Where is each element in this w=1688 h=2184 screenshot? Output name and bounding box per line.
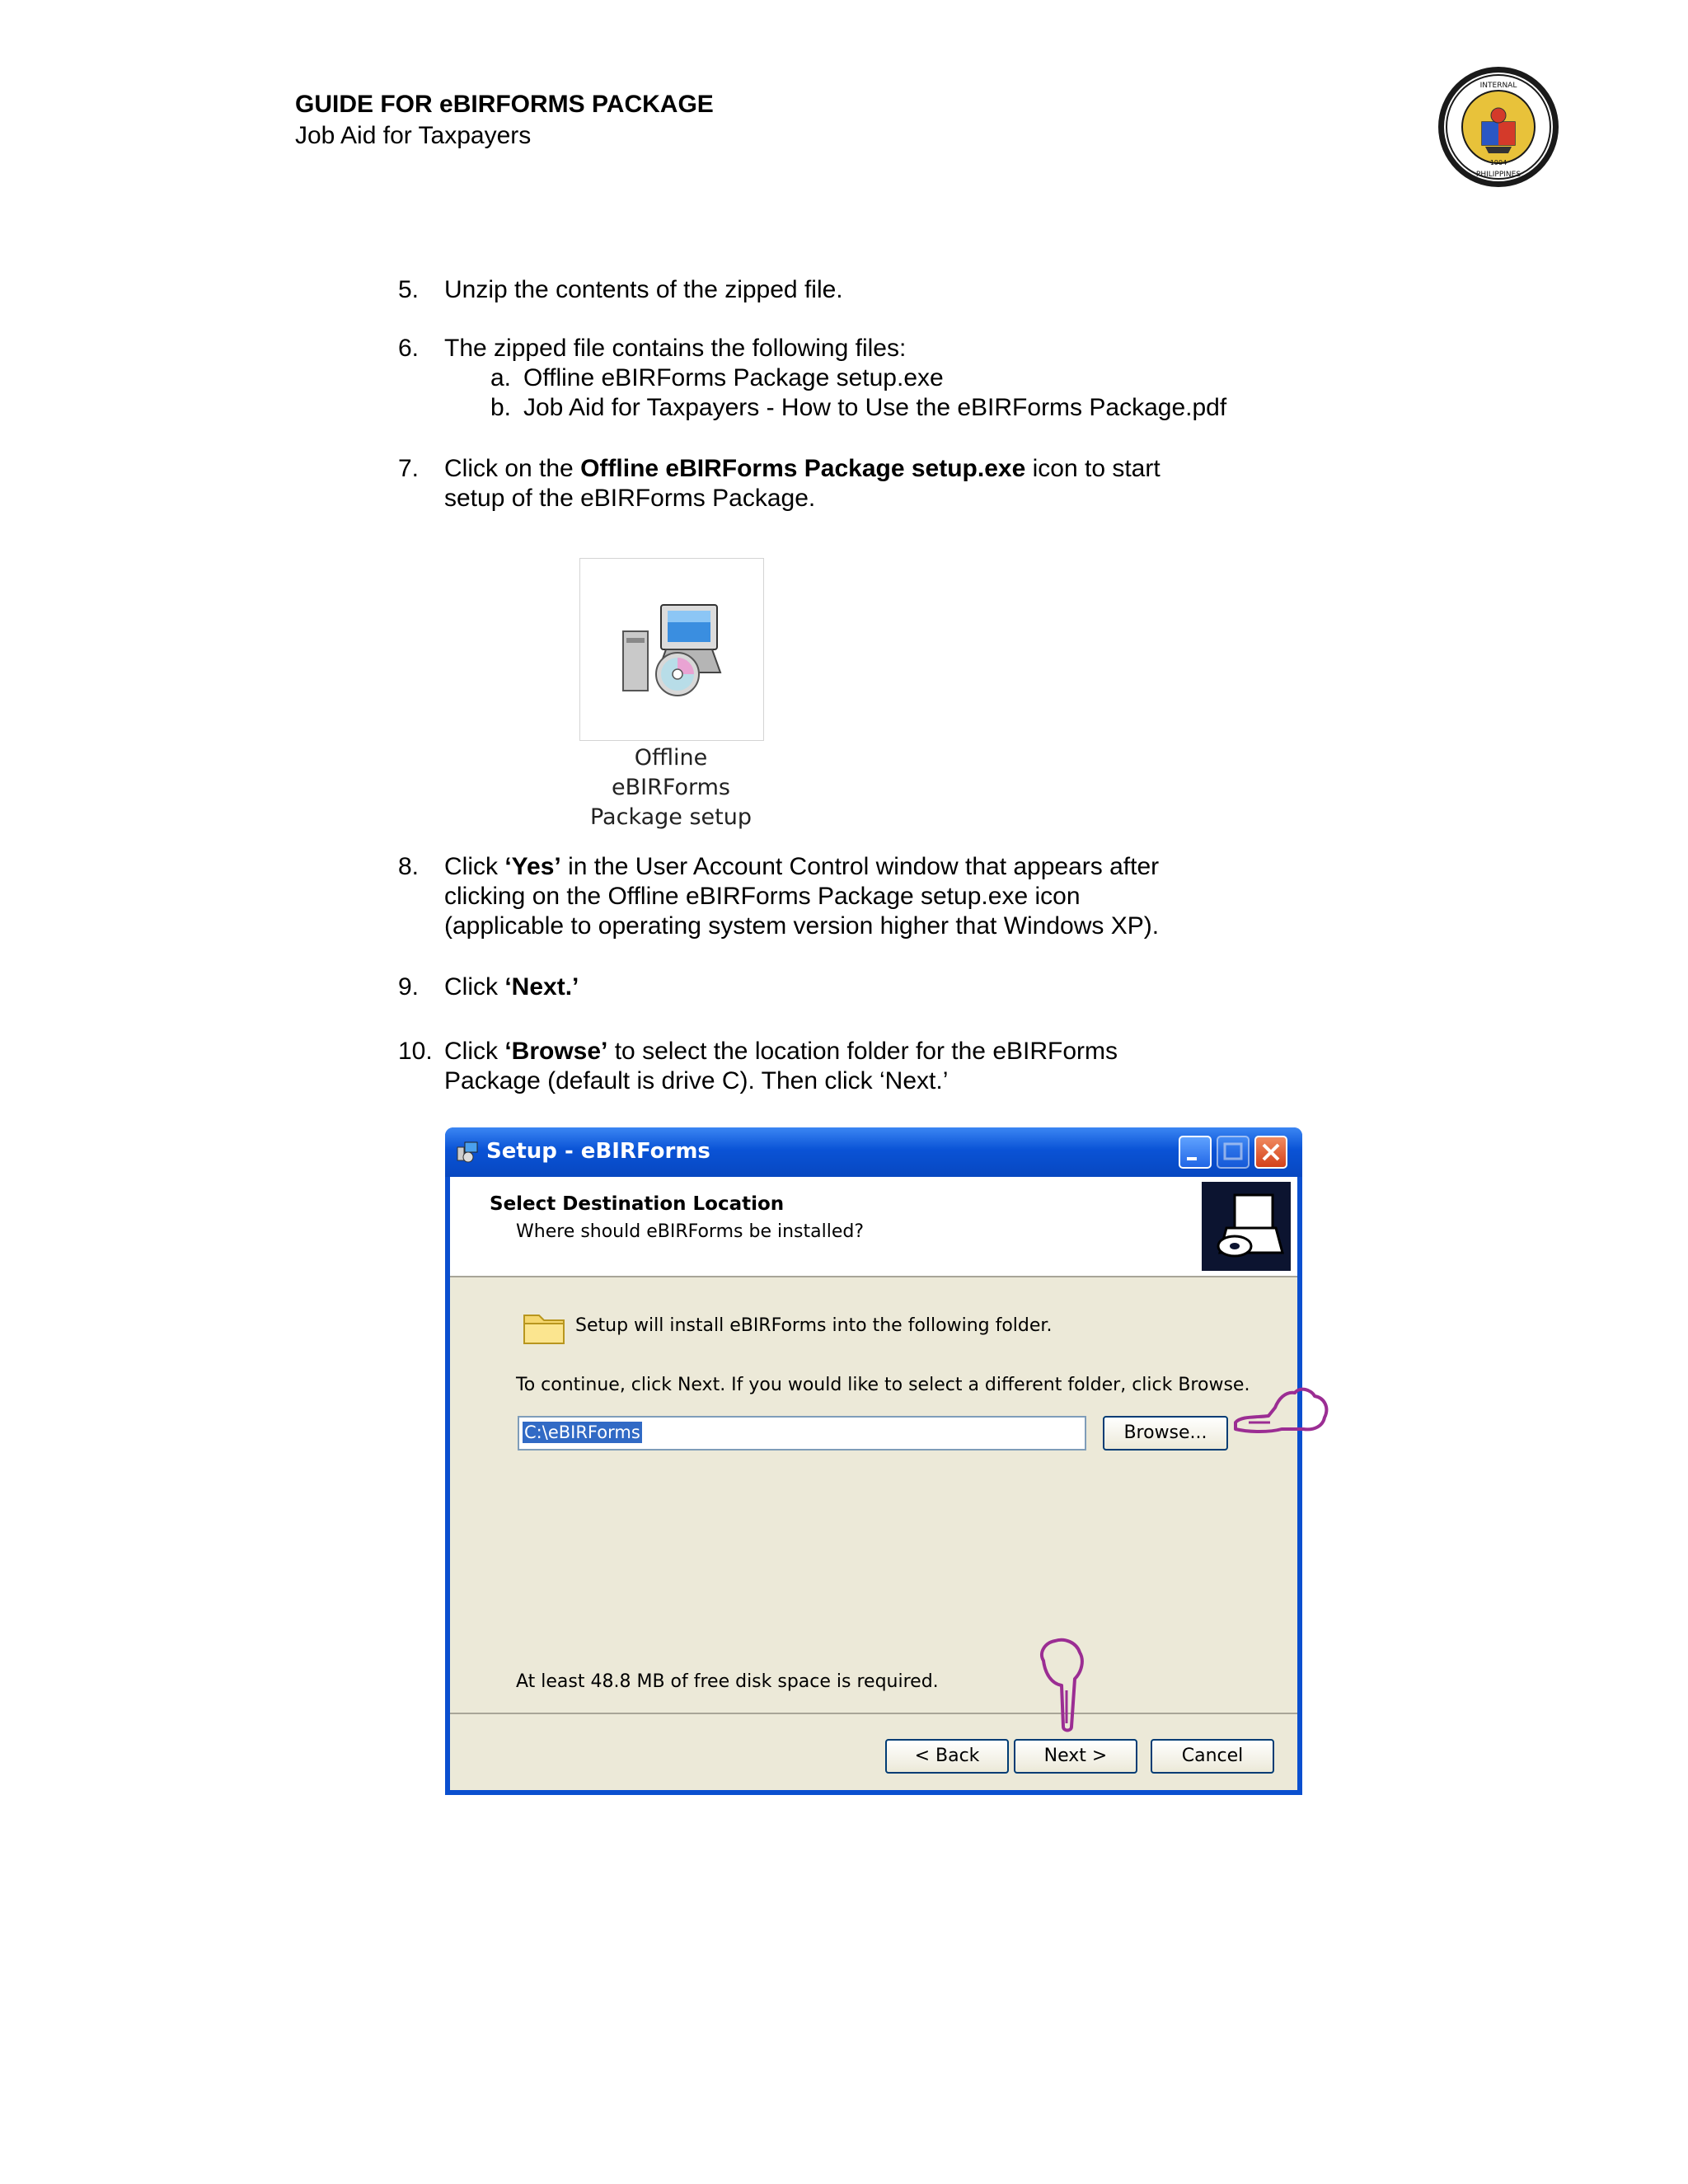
step-number: 5. — [398, 276, 420, 303]
file-item-a: a. Offline eBIRForms Package setup.exe — [490, 364, 944, 391]
pointing-hand-annotation-next-icon — [1030, 1636, 1096, 1735]
window-title: Setup - eBIRForms — [486, 1139, 710, 1164]
svg-text:PHILIPPINES: PHILIPPINES — [1475, 171, 1522, 179]
step-text — [444, 334, 1226, 423]
step-number: 6. — [398, 335, 420, 362]
installer-computer-cd-icon — [580, 559, 765, 742]
button-separator — [450, 1713, 1297, 1714]
setup-exe-icon[interactable] — [579, 558, 764, 741]
browse-button[interactable]: Browse... — [1103, 1416, 1228, 1451]
svg-text:INTERNAL: INTERNAL — [1479, 82, 1517, 90]
maximize-icon — [1218, 1137, 1248, 1167]
setup-exe-label: Offline eBIRForms Package setup — [589, 745, 752, 830]
document-subtitle: Job Aid for Taxpayers — [295, 122, 532, 149]
svg-text:1904: 1904 — [1489, 159, 1507, 166]
step-text: Unzip the contents of the zipped file. — [444, 276, 843, 303]
minimize-icon — [1180, 1137, 1210, 1167]
pointing-hand-annotation-browse-icon — [1232, 1383, 1331, 1449]
step-number: 8. — [398, 853, 420, 880]
step-text: Click on the Offline eBIRForms Package setup.exe icon to start setup of the eBIRForms Package. — [444, 455, 1160, 512]
document-title: GUIDE FOR eBIRFORMS PACKAGE — [295, 91, 714, 118]
close-button[interactable] — [1254, 1136, 1287, 1169]
dialog-titlebar[interactable] — [445, 1127, 1302, 1177]
wizard-page-title: Select Destination Location — [490, 1193, 785, 1215]
install-folder-intro: Setup will install eBIRForms into the following folder. — [575, 1315, 1053, 1336]
setup-dialog-window — [445, 1127, 1302, 1795]
folder-icon — [521, 1307, 567, 1350]
step-text: Click ‘Browse’ to select the location folder for the eBIRForms Package (default is drive C). Then click ‘Next.’ — [444, 1038, 1118, 1094]
bureau-seal-logo — [1436, 64, 1561, 190]
destination-path-input[interactable] — [518, 1416, 1086, 1451]
disk-space-requirement: At least 48.8 MB of free disk space is required. — [516, 1671, 939, 1692]
file-item-b: b. Job Aid for Taxpayers - How to Use the eBIRForms Package.pdf — [490, 394, 1227, 421]
computer-install-icon — [1202, 1182, 1291, 1271]
minimize-button[interactable] — [1179, 1136, 1212, 1169]
setup-app-icon — [455, 1139, 480, 1167]
maximize-button[interactable] — [1217, 1136, 1250, 1169]
cancel-button[interactable]: Cancel — [1151, 1739, 1274, 1774]
step-number: 7. — [398, 455, 420, 482]
close-icon — [1256, 1137, 1286, 1167]
wizard-header — [450, 1177, 1297, 1277]
document-header — [295, 89, 714, 152]
step-text: Click ‘Next.’ — [444, 973, 579, 1001]
wizard-page-subtitle: Where should eBIRForms be installed? — [516, 1221, 864, 1242]
continue-instructions: To continue, click Next. If you would like to select a different folder, click Browse. — [516, 1375, 1250, 1395]
step-text: Click ‘Yes’ in the User Account Control window that appears after clicking on the Offline eBIRForms Package setup.exe icon (applicable to operating system version higher that Windows XP). — [444, 853, 1160, 940]
back-button[interactable]: < Back — [885, 1739, 1009, 1774]
step-6-intro: The zipped file contains the following files: — [444, 335, 907, 362]
step-number: 9. — [398, 973, 420, 1001]
step-number: 10. — [398, 1038, 433, 1065]
dialog-client-area — [450, 1177, 1297, 1790]
destination-path-value: C:\eBIRForms — [524, 1422, 640, 1442]
next-button[interactable]: Next > — [1014, 1739, 1137, 1774]
wizard-header-image — [1202, 1182, 1291, 1271]
